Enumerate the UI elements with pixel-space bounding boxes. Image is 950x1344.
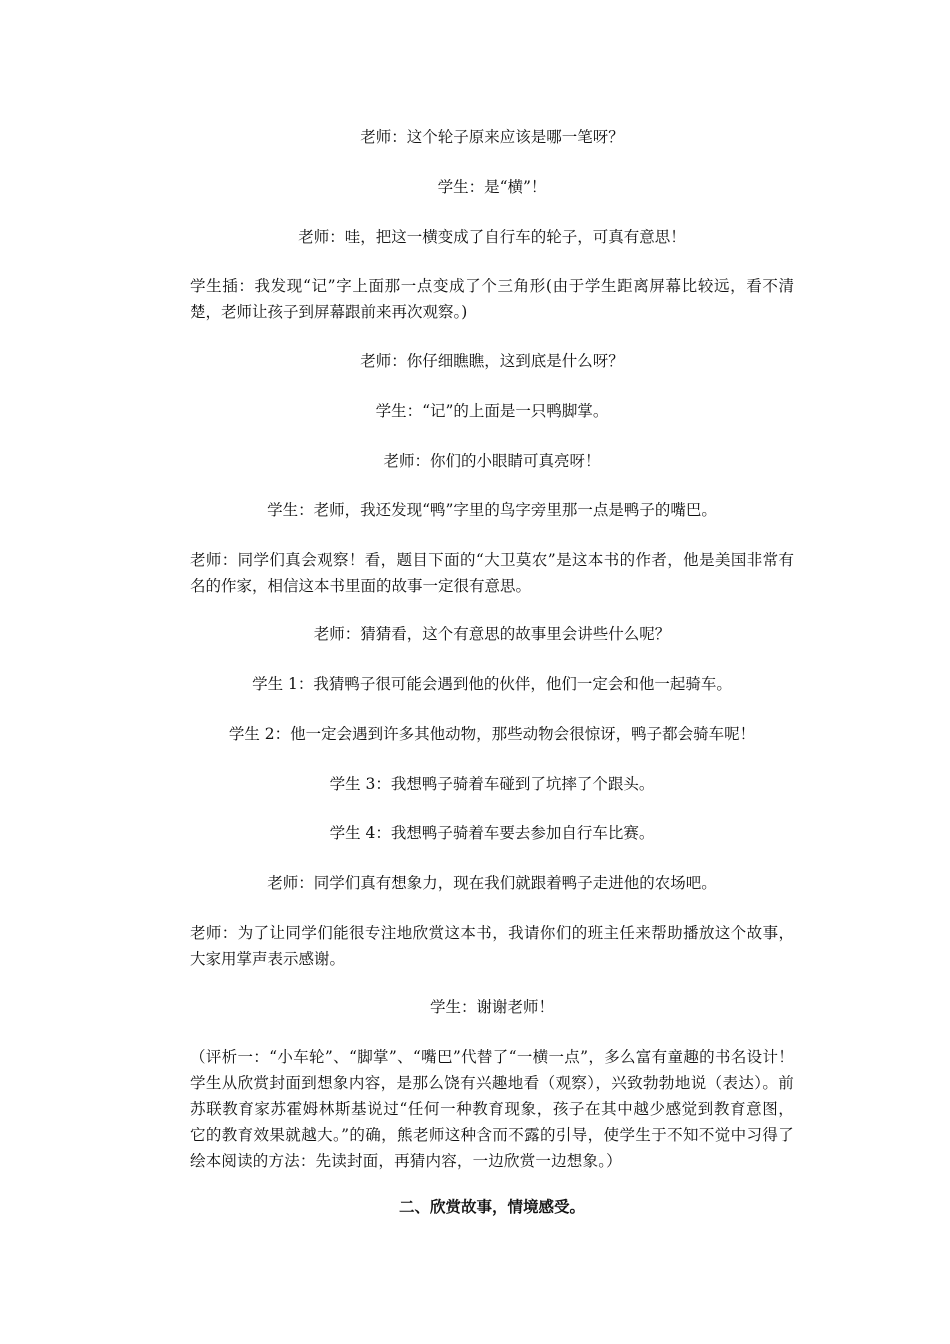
dialogue-line: 学生 3：我想鸭子骑着车碰到了坑摔了个跟头。: [329, 775, 655, 793]
dialogue-line: 老师：猜猜看，这个有意思的故事里会讲些什么呢？: [313, 625, 671, 643]
dialogue-line: 老师：同学们真会观察！看，题目下面的“大卫莫农”是这本书的作者，他是美国非常有名的作家，相信这本书里面的故事一定很有意思。: [190, 551, 794, 595]
commentary-paragraph: （评析一：“小车轮”、“脚掌”、“嘴巴”代替了“一横一点”，多么富有童趣的书名设计！学生从欣赏封面到想象内容，是那么饶有兴趣地看（观察），兴致勃勃地说（表达）。前苏联教育家苏霍姆林斯基说过“任何一种教育现象，孩子在其中越少感觉到教育意图，它的教育效果就越大。”的确，熊老师这种含而不露的引导，使学生于不知不觉中习得了绘本阅读的方法：先读封面，再猜内容，一边欣赏一边想象。）: [190, 1048, 794, 1170]
dialogue-line: 老师：你仔细瞧瞧，这到底是什么呀？: [360, 352, 624, 370]
dialogue-line: 学生：老师，我还发现“鸭”字里的鸟字旁里那一点是鸭子的嘴巴。: [267, 501, 717, 519]
dialogue-line: 老师：这个轮子原来应该是哪一笔呀？: [360, 128, 624, 146]
document-page: [190, 0, 794, 1344]
section-heading: 二、欣赏故事，情境感受。: [398, 1197, 585, 1216]
dialogue-line: 学生：“记”的上面是一只鸭脚掌。: [375, 402, 609, 420]
dialogue-line: 学生插：我发现“记”字上面那一点变成了个三角形(由于学生距离屏幕比较远，看不清楚，老师让孩子到屏幕跟前来再次观察。): [190, 277, 794, 321]
dialogue-line: 学生：谢谢老师！: [429, 998, 554, 1016]
dialogue-line: 学生 1：我猜鸭子很可能会遇到他的伙伴，他们一定会和他一起骑车。: [252, 675, 732, 693]
dialogue-line: 老师：你们的小眼睛可真亮呀！: [383, 452, 601, 470]
dialogue-line: 老师：为了让同学们能很专注地欣赏这本书，我请你们的班主任来帮助播放这个故事，大家用掌声表示感谢。: [190, 924, 794, 968]
dialogue-line: 老师：哇，把这一横变成了自行车的轮子，可真有意思！: [298, 228, 686, 246]
dialogue-line: 学生 4：我想鸭子骑着车要去参加自行车比赛。: [329, 824, 655, 842]
dialogue-line: 老师：同学们真有想象力，现在我们就跟着鸭子走进他的农场吧。: [267, 874, 717, 892]
dialogue-line: 学生 2：他一定会遇到许多其他动物，那些动物会很惊讶，鸭子都会骑车呢！: [228, 725, 756, 743]
dialogue-line: 学生：是“横”！: [437, 178, 547, 196]
